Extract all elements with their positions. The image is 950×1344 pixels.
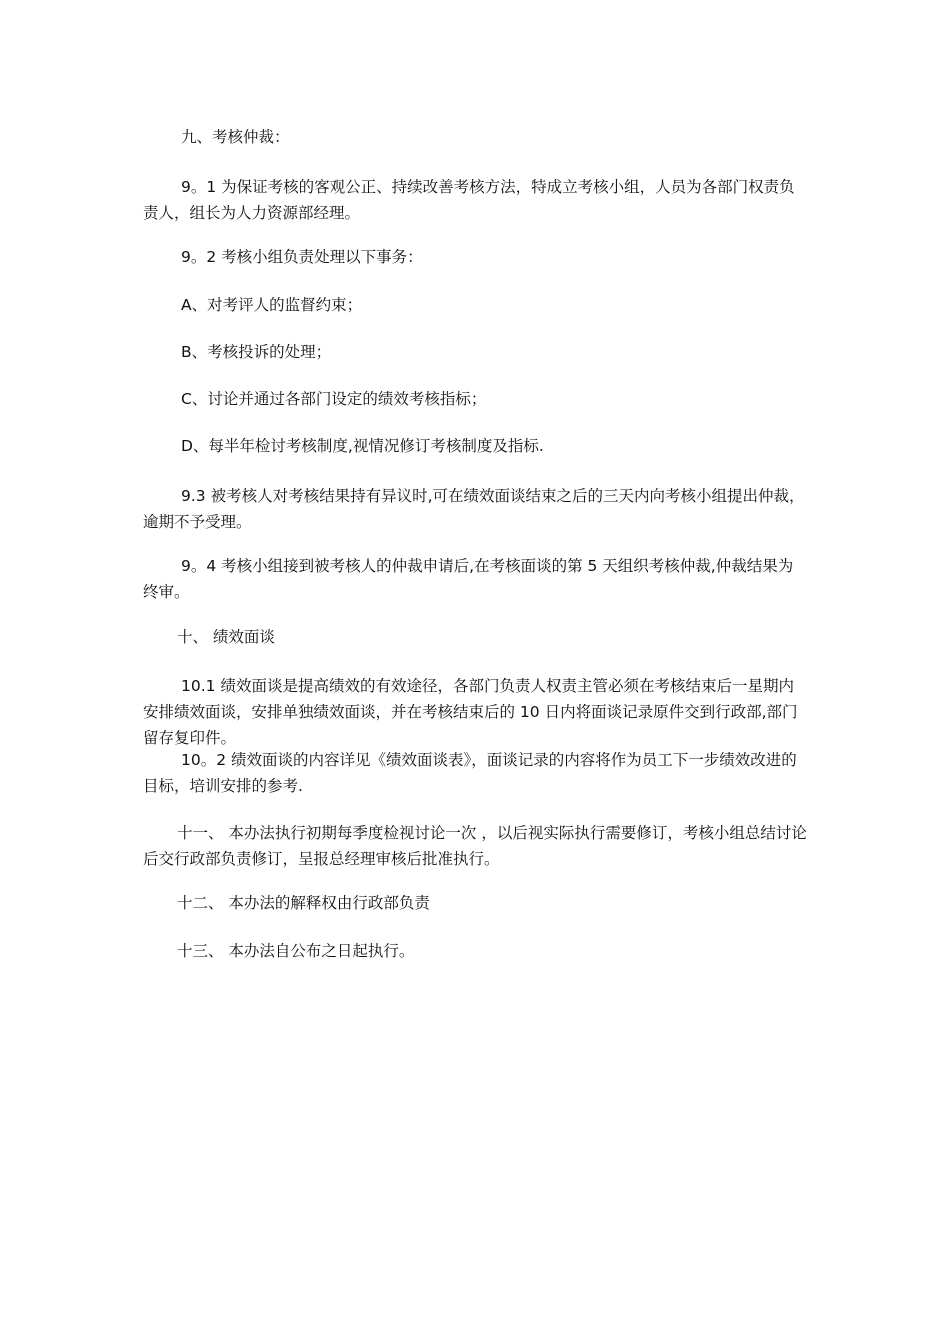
section-heading-13: 十三、 本办法自公布之日起执行。 <box>177 942 415 960</box>
section-heading-12: 十二、 本办法的解释权由行政部负责 <box>177 894 430 912</box>
clause-10-1: 10.1 绩效面谈是提高绩效的有效途径，各部门负责人权责主管必须在考核结束后一星期内安排绩效面谈，安排单独绩效面谈，并在考核结束后的 10 日内将面谈记录原件交到行政部,部门留存复印件。 <box>143 677 798 747</box>
list-item-c: C、讨论并通过各部门设定的绩效考核指标； <box>181 390 487 408</box>
section-heading-9: 九、考核仲裁： <box>181 128 290 146</box>
section-heading-10: 十、 绩效面谈 <box>177 628 275 646</box>
list-item-a: A、对考评人的监督约束； <box>181 296 363 314</box>
section-heading-11: 十一、 本办法执行初期每季度检视讨论一次 ，以后视实际执行需要修订，考核小组总结讨论后交行政部负责修订，呈报总经理审核后批准执行。 <box>143 824 807 868</box>
list-item-b: B、考核投诉的处理； <box>181 343 332 361</box>
list-item-d: D、每半年检讨考核制度,视情况修订考核制度及指标. <box>181 437 544 455</box>
clause-9-2: 9。2 考核小组负责处理以下事务： <box>181 248 423 266</box>
clause-10-2: 10。2 绩效面谈的内容详见《绩效面谈表》，面谈记录的内容将作为员工下一步绩效改进的目标，培训安排的参考. <box>143 751 797 795</box>
clause-9-3: 9.3 被考核人对考核结果持有异议时,可在绩效面谈结束之后的三天内向考核小组提出仲裁，逾期不予受理。 <box>143 487 805 531</box>
clause-9-4: 9。4 考核小组接到被考核人的仲裁申请后,在考核面谈的第 5 天组织考核仲裁,仲裁结果为终审。 <box>143 557 794 601</box>
clause-9-1: 9。1 为保证考核的客观公正、持续改善考核方法，特成立考核小组，人员为各部门权责负责人，组长为人力资源部经理。 <box>143 178 795 222</box>
